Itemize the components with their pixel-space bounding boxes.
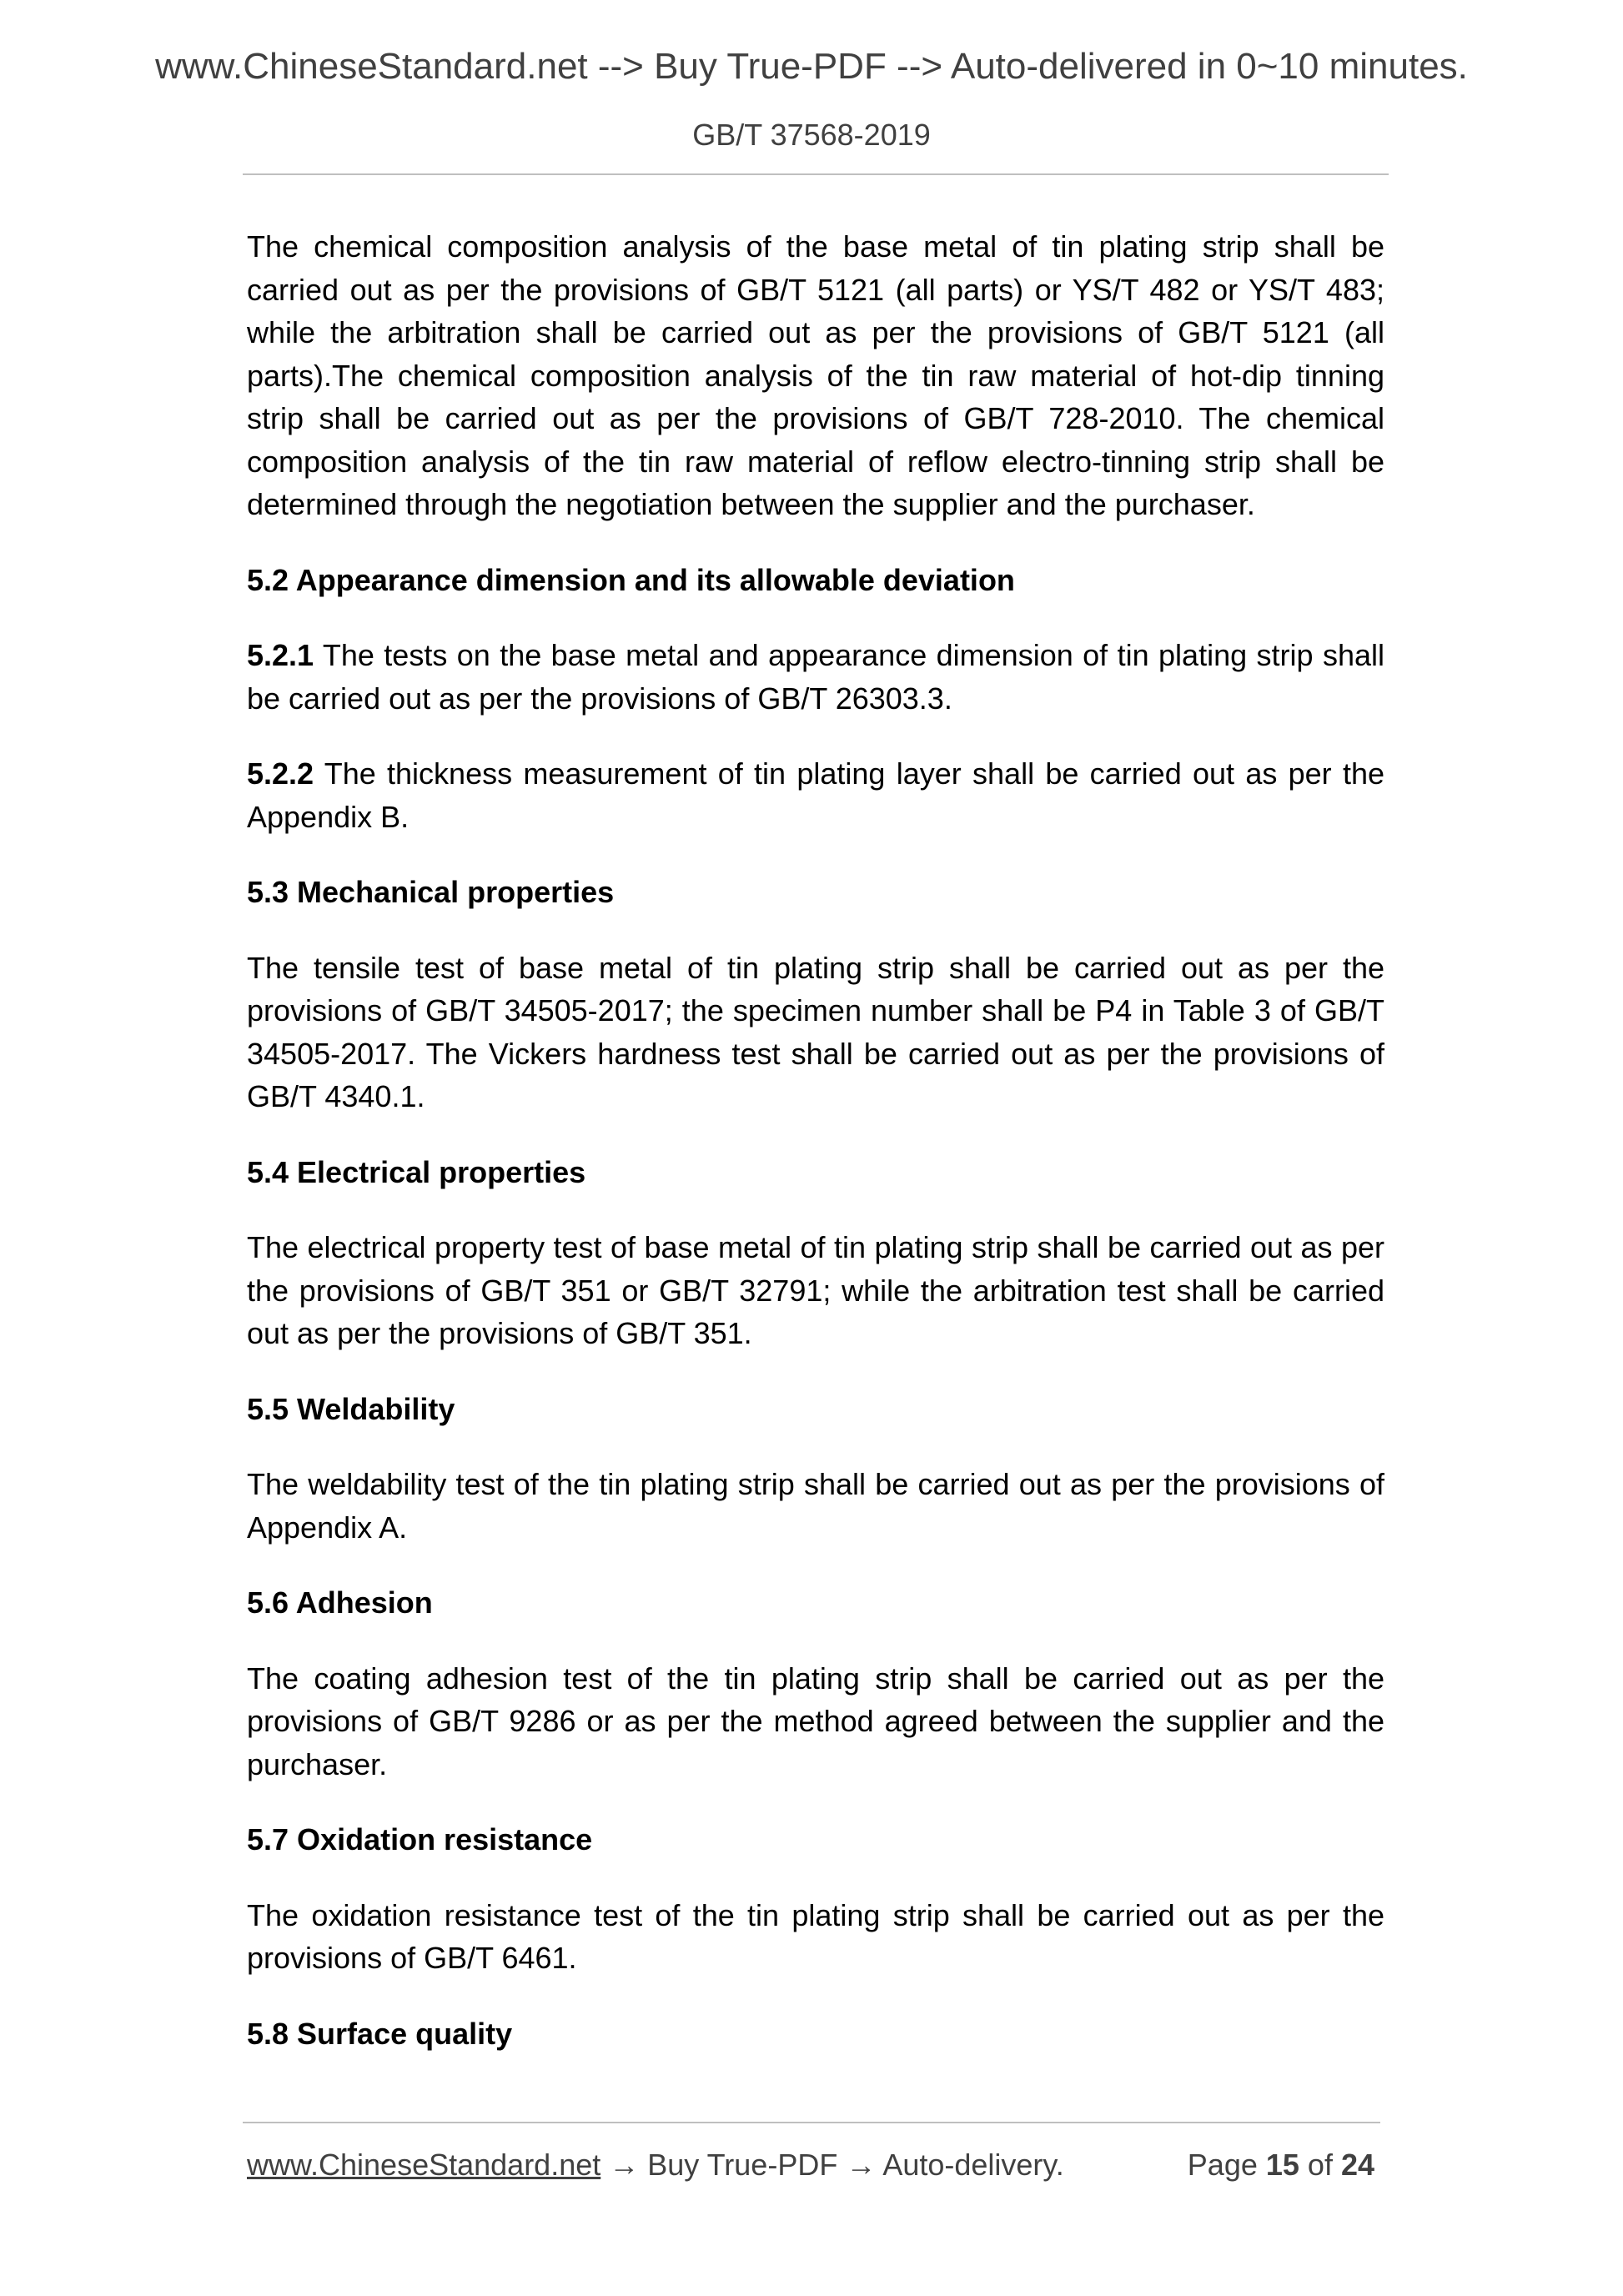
clause-number: 5.2.2 [247,756,314,791]
footer-site-link[interactable]: www.ChineseStandard.net [247,2148,601,2182]
standard-number: GB/T 37568-2019 [692,118,931,152]
section-5-6-heading: 5.6 Adhesion [247,1585,433,1620]
footer-promo [247,2145,1064,2185]
section-5-5-text: The weldability test of the tin plating strip shall be carried out as per the provisions of Appendix A. [247,1467,1384,1545]
section-5-8-heading: 5.8 Surface quality [247,2016,513,2051]
header-divider [243,173,1389,175]
of-word: of [1299,2148,1341,2182]
section-5-3-heading: 5.3 Mechanical properties [247,875,615,909]
clause-5-2-1 [247,634,1384,720]
intro-paragraph: The chemical composition analysis of the base metal of tin plating strip shall be carried out as per the provisions of GB/T 5121 (all parts) or YS/T 482 or YS/T 483; while the arbitration shall be carried out as per the provisions of GB/T 5121 (all parts).The chemical composition analysis of the tin raw material of hot-dip tinning strip shall be carried out as per the provisions of GB/T 728-2010. The chemical composition analysis of the tin raw material of reflow electro-tinning strip shall be determined through the negotiation between the supplier and the purchaser. [247,229,1384,521]
footer-divider [243,2122,1380,2123]
page-indicator [1188,2145,1374,2185]
section-5-4-text: The electrical property test of base metal of tin plating strip shall be carried out as per the provisions of GB/T 351 or GB/T 32791; while the arbitration test shall be carried out as per the provisions of GB/T 351. [247,1230,1384,1350]
footer-promo-text: → Buy True-PDF → Auto-delivery. [600,2148,1064,2182]
clause-5-2-2 [247,752,1384,838]
section-5-2-heading: 5.2 Appearance dimension and its allowable deviation [247,562,1015,597]
section-5-5-heading: 5.5 Weldability [247,1391,455,1426]
section-5-7-text: The oxidation resistance test of the tin plating strip shall be carried out as per the provisions of GB/T 6461. [247,1897,1384,1975]
clause-number: 5.2.1 [247,638,314,672]
clause-text: The tests on the base metal and appearance dimension of tin plating strip shall be carried out as per the provisions of GB/T 26303.3. [247,638,1384,716]
section-5-4-heading: 5.4 Electrical properties [247,1154,586,1189]
current-page-number: 15 [1265,2148,1299,2182]
section-5-7-heading: 5.7 Oxidation resistance [247,1822,593,1856]
page-word: Page [1187,2148,1266,2182]
total-page-count: 24 [1340,2148,1374,2182]
section-5-6-text: The coating adhesion test of the tin plating strip shall be carried out as per the provisions of GB/T 9286 or as per the method agreed between the supplier and the purchaser. [247,1660,1384,1781]
top-banner: www.ChineseStandard.net --> Buy True-PDF --> Auto-delivered in 0~10 minutes. [155,46,1468,87]
clause-text: The thickness measurement of tin plating layer shall be carried out as per the Appendix B. [247,756,1384,834]
document-body [247,225,1384,2055]
section-5-3-text: The tensile test of base metal of tin plating strip shall be carried out as per the provisions of GB/T 34505-2017; the specimen number shall be P4 in Table 3 of GB/T 34505-2017. The Vickers hardness test shall be carried out as per the provisions of GB/T 4340.1. [247,950,1384,1113]
